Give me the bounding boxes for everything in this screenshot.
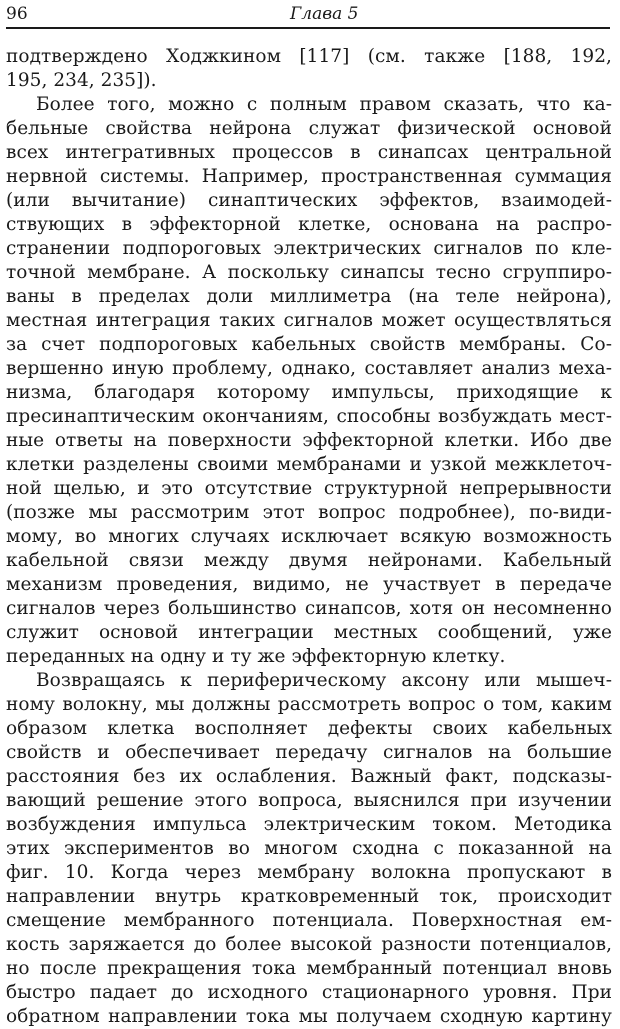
- header-rule: [6, 27, 610, 29]
- text-line: ные ответы на поверхности эффекторной клетки. Ибо две: [6, 430, 612, 451]
- text-line: ному волокну, мы должны рассмотреть вопрос о том, каким: [6, 694, 612, 715]
- text-line: расстояния без их ослабления. Важный факт, подсказы-: [6, 766, 612, 787]
- chapter-title: Глава 5: [290, 4, 359, 24]
- text-line: местная интеграция таких сигналов может осуществляться: [6, 310, 612, 331]
- body-text: [6, 45, 612, 1029]
- text-line: этих экспериментов во многом сходна с показанной на: [6, 838, 612, 859]
- text-line: пресинаптическим окончаниям, способны возбуждать мест-: [6, 406, 612, 427]
- text-line: странении подпороговых электрических сигналов по кле-: [6, 238, 612, 259]
- text-line: мому, во многих случаях исключает всякую возможность: [6, 526, 612, 547]
- text-line: возбуждения импульса электрическим током. Методика: [6, 814, 612, 835]
- text-line: вающий решение этого вопроса, выяснился при изучении: [6, 790, 612, 811]
- text-line: ваны в пределах доли миллиметра (на теле нейрона),: [6, 286, 612, 307]
- text-line: быстро падает до исходного стационарного уровня. При: [6, 982, 612, 1003]
- text-line: подтверждено Ходжкином [117] (см. также [188, 192,: [6, 46, 612, 67]
- text-line: Более того, можно с полным правом сказать, что ка-: [36, 94, 612, 115]
- text-line: кабельной связи между двумя нейронами. Кабельный: [6, 550, 612, 571]
- text-line: направлении внутрь кратковременный ток, происходит: [6, 886, 612, 907]
- text-line: кость заряжается до более высокой разности потенциалов,: [6, 934, 612, 955]
- text-line: ствующих в эффекторной клетке, основана на распро-: [6, 214, 612, 235]
- text-line: смещение мембранного потенциала. Поверхностная ем-: [6, 910, 612, 931]
- text-line: (позже мы рассмотрим этот вопрос подробнее), по-види-: [6, 502, 612, 523]
- text-line: бельные свойства нейрона служат физической основой: [6, 118, 612, 139]
- page-number: 96: [6, 4, 28, 24]
- text-line: ной щелью, и это отсутствие структурной непрерывности: [6, 478, 612, 499]
- text-line: механизм проведения, видимо, не участвует в передаче: [6, 574, 612, 595]
- text-line: образом клетка восполняет дефекты своих кабельных: [6, 718, 612, 739]
- text-line: клетки разделены своими мембранами и узкой межклеточ-: [6, 454, 612, 475]
- text-line: сигналов через большинство синапсов, хотя он несомненно: [6, 598, 612, 619]
- text-line: обратном направлении тока мы получаем сходную картину: [6, 1006, 612, 1027]
- text-line: переданных на одну и ту же эффекторную клетку.: [6, 646, 506, 667]
- text-line: нервной системы. Например, пространственная суммация: [6, 166, 612, 187]
- text-line: (или вычитание) синаптических эффектов, взаимодей-: [6, 190, 612, 211]
- text-line: свойств и обеспечивает передачу сигналов на большие: [6, 742, 612, 763]
- text-line: служит основой интеграции местных сообщений, уже: [6, 622, 612, 643]
- text-line: всех интегративных процессов в синапсах центральной: [6, 142, 612, 163]
- text-line: но после прекращения тока мембранный потенциал вновь: [6, 958, 612, 979]
- text-line: низма, благодаря которому импульсы, приходящие к: [6, 382, 612, 403]
- text-line: фиг. 10. Когда через мембрану волокна пропускают в: [6, 862, 612, 883]
- page-header: [6, 0, 610, 30]
- text-line: 195, 234, 235]).: [6, 70, 157, 91]
- text-line: точной мембране. А поскольку синапсы тесно сгруппиро-: [6, 262, 612, 283]
- text-line: Возвращаясь к периферическому аксону или мышеч-: [36, 670, 612, 691]
- text-line: за счет подпороговых кабельных свойств мембраны. Со-: [6, 334, 612, 355]
- text-line: вершенно иную проблему, однако, составляет анализ меха-: [6, 358, 612, 379]
